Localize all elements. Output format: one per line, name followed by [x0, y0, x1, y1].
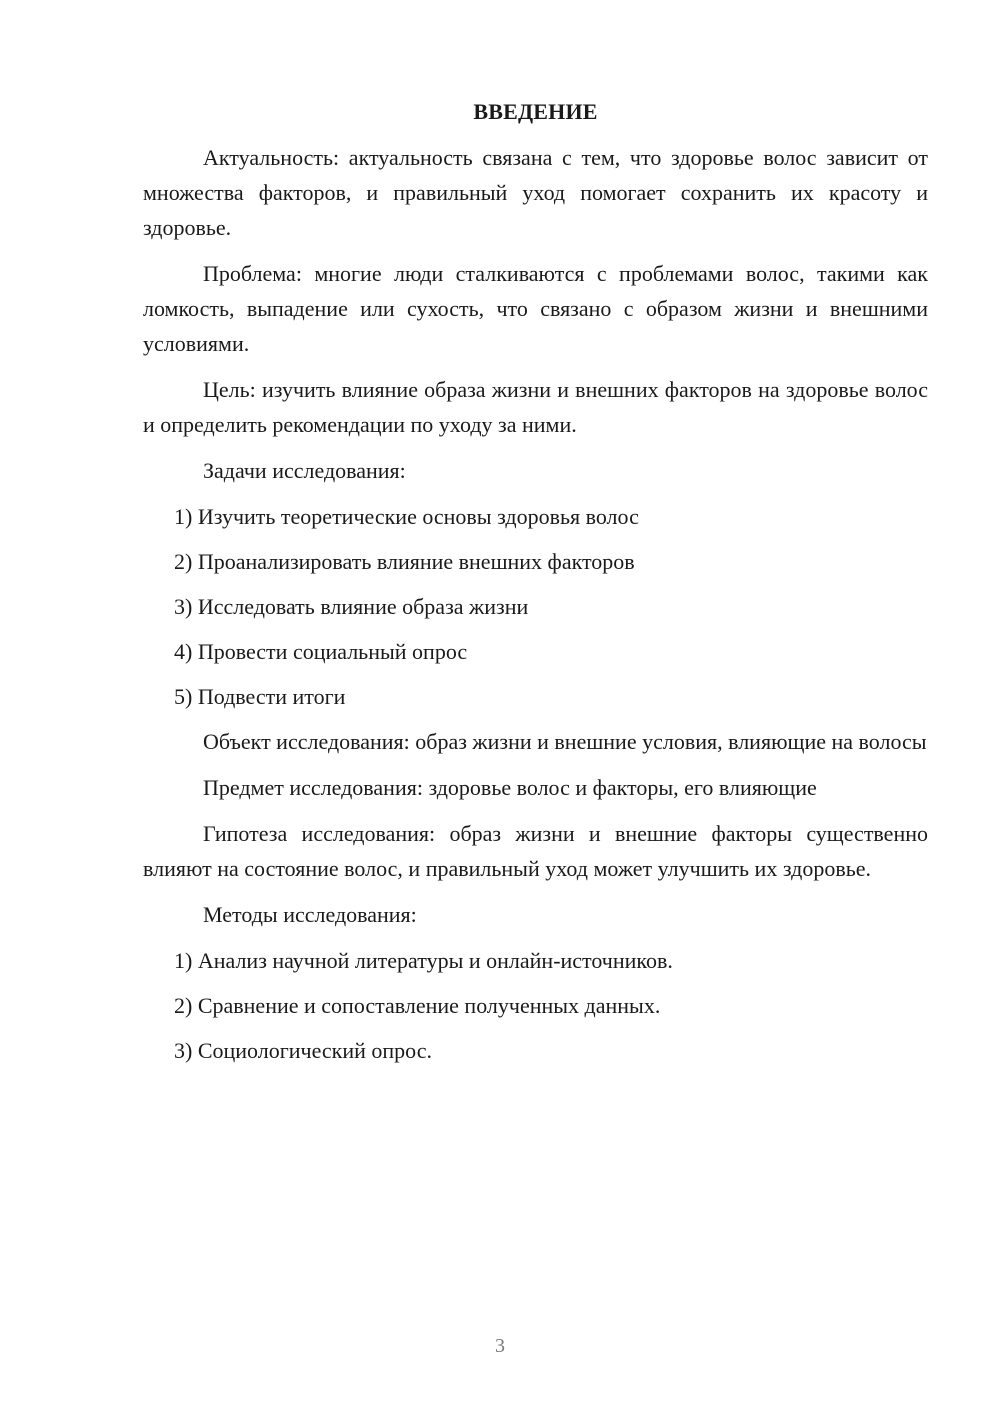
tasks-heading: Задачи исследования:: [203, 458, 406, 483]
relevance-paragraph: Актуальность: актуальность связана с тем, что здоровье волос зависит от множества факторов, и правильный уход помогает сохранить их красоту и здоровье.: [143, 145, 928, 240]
hypothesis-paragraph: Гипотеза исследования: образ жизни и внешние факторы существенно влияют на состояние волос, и правильный уход может улучшить их здоровье.: [143, 821, 928, 881]
list-item: 1) Анализ научной литературы и онлайн-источников.: [174, 948, 673, 973]
tasks-list: [143, 499, 928, 714]
methods-list: [143, 943, 928, 1068]
list-item: 2) Проанализировать влияние внешних факторов: [174, 549, 635, 574]
goal-paragraph: Цель: изучить влияние образа жизни и внешних факторов на здоровье волос и определить рекомендации по уходу за ними.: [143, 377, 928, 437]
list-item: 2) Сравнение и сопоставление полученных данных.: [174, 993, 661, 1018]
list-item: 4) Провести социальный опрос: [174, 639, 468, 664]
list-item: 1) Изучить теоретические основы здоровья волос: [174, 504, 639, 529]
object-paragraph: Объект исследования: образ жизни и внешние условия, влияющие на волосы: [203, 729, 927, 754]
problem-paragraph: Проблема: многие люди сталкиваются с проблемами волос, такими как ломкость, выпадение или сухость, что связано с образом жизни и внешними условиями.: [143, 261, 928, 356]
subject-paragraph: Предмет исследования: здоровье волос и факторы, его влияющие: [203, 775, 817, 800]
methods-heading: Методы исследования:: [203, 902, 417, 927]
page-content: [143, 94, 928, 1078]
page-title: ВВЕДЕНИЕ: [473, 99, 598, 124]
list-item: 3) Социологический опрос.: [174, 1038, 432, 1063]
page-number: 3: [495, 1335, 505, 1357]
list-item: 5) Подвести итоги: [174, 684, 346, 709]
list-item: 3) Исследовать влияние образа жизни: [174, 594, 529, 619]
